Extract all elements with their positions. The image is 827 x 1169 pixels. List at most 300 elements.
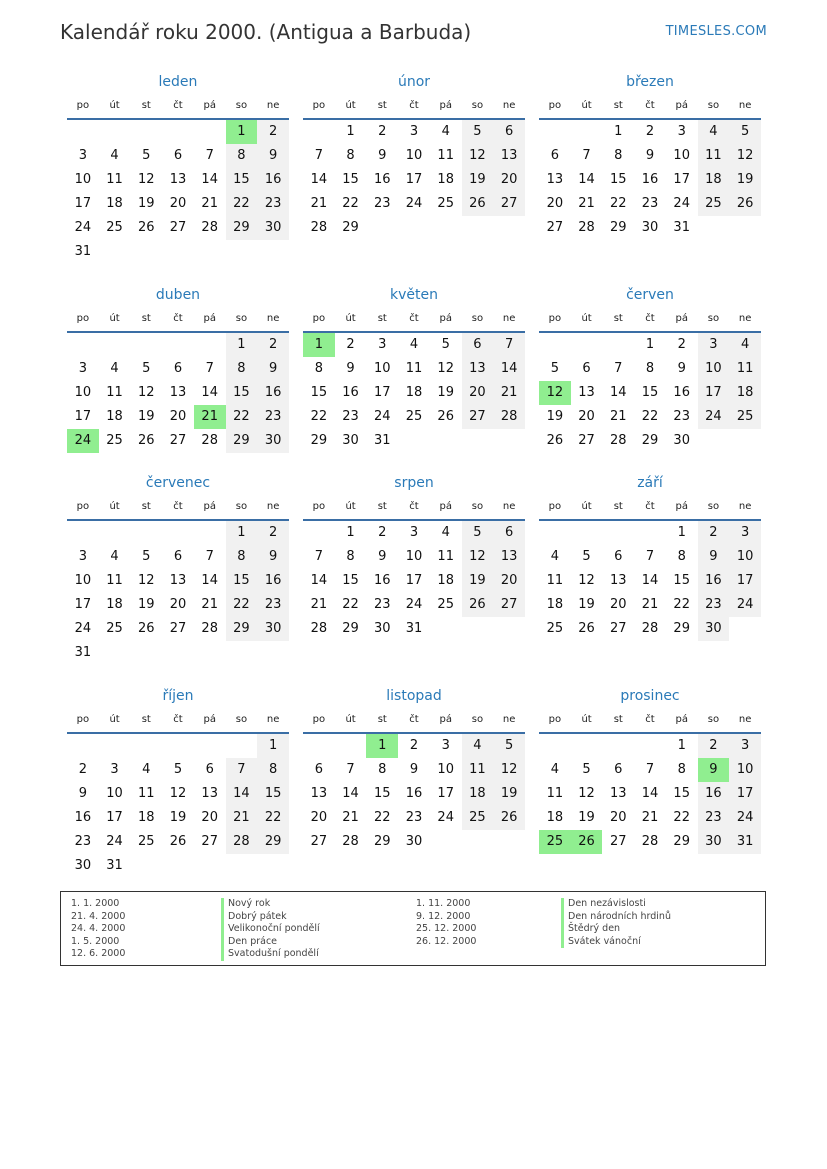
day-cell: 11 <box>546 573 564 588</box>
day-cell: 4 <box>441 124 450 139</box>
day-cell: 14 <box>493 357 525 381</box>
empty-cell <box>162 333 194 357</box>
day-cell: 23 <box>698 806 730 830</box>
day-cell: 24 <box>405 597 423 612</box>
day-cell: 23 <box>257 593 289 617</box>
month-name: duben <box>155 287 201 303</box>
day-cell: 1 <box>226 333 258 357</box>
day-cell: 27 <box>462 405 494 429</box>
day-cell: 27 <box>610 621 627 636</box>
day-cell: 14 <box>201 385 218 400</box>
day-cell: 15 <box>673 573 690 588</box>
weekday-label: po <box>76 501 90 512</box>
day-cell: 20 <box>610 597 627 612</box>
day-cell: 17 <box>405 573 423 588</box>
weekday-label: po <box>312 100 326 111</box>
day-cell: 29 <box>342 621 359 636</box>
legend-holiday-name: Štědrý den <box>561 923 671 936</box>
day-cell: 25 <box>546 621 564 636</box>
weekday-label: so <box>235 313 248 324</box>
weekday-header <box>303 94 525 120</box>
day-cell: 4 <box>110 549 119 564</box>
day-cell: 17 <box>698 381 730 405</box>
weekday-label: po <box>76 714 90 725</box>
day-cell: 19 <box>138 409 155 424</box>
day-cell: 10 <box>729 758 761 782</box>
day-cell: 30 <box>257 429 289 453</box>
day-cell: 19 <box>138 597 155 612</box>
weekday-header <box>303 708 525 734</box>
day-cell: 30 <box>342 433 359 448</box>
weekday-label: so <box>471 501 484 512</box>
day-cell: 28 <box>201 621 218 636</box>
day-cell: 15 <box>257 782 289 806</box>
day-cell: 14 <box>310 573 328 588</box>
weekday-label: so <box>471 714 484 725</box>
weekday-label: ne <box>738 100 752 111</box>
day-cell: 24 <box>374 409 391 424</box>
legend-dates-left <box>71 898 125 961</box>
day-cell: 4 <box>409 337 419 352</box>
weekday-label: ne <box>502 501 516 512</box>
day-cell: 30 <box>698 617 730 641</box>
month-květen <box>303 283 525 453</box>
weekday-label: čt <box>173 313 183 324</box>
day-cell: 18 <box>106 409 123 424</box>
day-cell: 30 <box>257 617 289 641</box>
day-cell: 17 <box>374 385 391 400</box>
weekday-label: so <box>707 501 720 512</box>
day-cell: 2 <box>378 525 387 540</box>
day-cell: 7 <box>614 361 623 376</box>
day-cell: 30 <box>257 216 289 240</box>
day-cell: 8 <box>677 762 686 777</box>
day-cell: 3 <box>78 148 87 163</box>
day-cell: 1 <box>346 124 355 139</box>
day-cell: 12 <box>729 144 761 168</box>
weekday-label: pá <box>203 714 216 725</box>
day-cell: 3 <box>78 549 87 564</box>
empty-cell <box>67 734 99 758</box>
weekday-label: út <box>109 714 120 725</box>
day-cell: 11 <box>729 357 761 381</box>
day-cell: 22 <box>673 810 690 825</box>
month-červenec <box>67 471 289 665</box>
empty-cell <box>303 120 335 144</box>
day-cell: 20 <box>493 569 525 593</box>
day-cell: 3 <box>378 337 387 352</box>
day-cell: 6 <box>582 361 591 376</box>
day-cell: 14 <box>342 786 359 801</box>
day-cell: 14 <box>310 172 328 187</box>
weekday-header <box>539 495 761 521</box>
day-cell: 30 <box>673 433 690 448</box>
day-cell: 29 <box>342 220 359 235</box>
day-cell: 27 <box>310 834 328 849</box>
day-cell: 7 <box>314 549 323 564</box>
day-cell: 27 <box>493 192 525 216</box>
day-cell: 31 <box>74 645 92 660</box>
holiday-day: 12 <box>539 381 571 405</box>
day-cell: 15 <box>226 168 258 192</box>
legend-holiday-name: Dobrý pátek <box>221 911 320 924</box>
weekday-label: po <box>312 313 326 324</box>
day-cell: 29 <box>226 216 258 240</box>
legend-holiday-name: Svatodušní pondělí <box>221 948 320 961</box>
day-cell: 10 <box>698 357 730 381</box>
day-cell: 27 <box>201 834 218 849</box>
legend-date: 9. 12. 2000 <box>416 910 471 922</box>
day-cell: 13 <box>493 144 525 168</box>
weekday-label: ne <box>266 313 280 324</box>
day-cell: 14 <box>641 786 659 801</box>
day-cell: 2 <box>257 120 289 144</box>
holiday-legend <box>60 891 766 966</box>
month-name: listopad <box>386 688 442 704</box>
day-cell: 27 <box>169 220 187 235</box>
day-cell: 29 <box>374 834 391 849</box>
weekday-label: pá <box>439 100 452 111</box>
holiday-day: 1 <box>226 120 258 144</box>
day-cell: 7 <box>346 762 355 777</box>
day-cell: 16 <box>257 381 289 405</box>
day-cell: 22 <box>226 192 258 216</box>
day-cell: 14 <box>226 782 258 806</box>
legend-date: 1. 1. 2000 <box>71 898 120 909</box>
holiday-day: 26 <box>571 830 603 854</box>
day-cell: 21 <box>310 196 328 211</box>
day-cell: 15 <box>226 381 258 405</box>
day-cell: 28 <box>641 834 659 849</box>
day-cell: 21 <box>641 597 659 612</box>
day-cell: 5 <box>493 734 525 758</box>
day-cell: 6 <box>173 549 183 564</box>
day-cell: 18 <box>546 597 564 612</box>
legend-dates-right <box>416 898 476 948</box>
weekday-label: čt <box>173 100 183 111</box>
empty-cell <box>194 333 226 357</box>
day-cell: 16 <box>641 172 659 187</box>
day-cell: 21 <box>342 810 359 825</box>
day-cell: 13 <box>201 786 218 801</box>
day-cell: 9 <box>257 144 289 168</box>
day-cell: 12 <box>578 786 595 801</box>
day-cell: 15 <box>673 786 690 801</box>
day-cell: 14 <box>578 172 595 187</box>
day-cell: 11 <box>106 385 123 400</box>
weekday-label: so <box>471 100 484 111</box>
day-cell: 6 <box>462 333 494 357</box>
day-grid <box>303 120 525 240</box>
day-cell: 24 <box>74 220 92 235</box>
empty-cell <box>602 333 634 357</box>
day-cell: 24 <box>437 810 454 825</box>
empty-cell <box>303 521 335 545</box>
day-cell: 4 <box>729 333 761 357</box>
day-cell: 25 <box>405 409 423 424</box>
weekday-label: so <box>235 501 248 512</box>
day-cell: 16 <box>74 810 92 825</box>
day-cell: 26 <box>578 621 595 636</box>
weekday-label: ne <box>266 501 280 512</box>
day-cell: 19 <box>462 168 494 192</box>
day-cell: 5 <box>729 120 761 144</box>
day-cell: 20 <box>169 196 187 211</box>
day-cell: 3 <box>78 361 87 376</box>
weekday-header <box>67 495 289 521</box>
day-cell: 25 <box>138 834 155 849</box>
day-cell: 22 <box>374 810 391 825</box>
day-cell: 25 <box>462 806 494 830</box>
weekday-label: st <box>613 100 623 111</box>
day-grid <box>303 734 525 854</box>
day-cell: 19 <box>437 385 454 400</box>
day-cell: 26 <box>493 806 525 830</box>
day-cell: 21 <box>493 381 525 405</box>
day-cell: 19 <box>729 168 761 192</box>
day-cell: 7 <box>205 361 214 376</box>
legend-holiday-name: Den nezávislosti <box>561 898 671 911</box>
day-cell: 2 <box>378 124 387 139</box>
day-cell: 1 <box>614 124 623 139</box>
day-cell: 20 <box>578 409 595 424</box>
day-cell: 9 <box>698 545 730 569</box>
day-cell: 3 <box>729 521 761 545</box>
day-grid <box>303 333 525 453</box>
month-duben <box>67 283 289 453</box>
day-cell: 2 <box>78 762 87 777</box>
day-cell: 11 <box>405 361 423 376</box>
day-cell: 5 <box>441 337 450 352</box>
day-cell: 16 <box>698 782 730 806</box>
legend-date: 1. 11. 2000 <box>416 898 471 909</box>
day-cell: 18 <box>437 172 454 187</box>
legend-holiday-name: Svátek vánoční <box>561 936 671 949</box>
day-cell: 26 <box>729 192 761 216</box>
empty-cell <box>571 120 603 144</box>
day-cell: 3 <box>677 124 686 139</box>
brand-link[interactable]: TIMESLES.COM <box>665 24 767 39</box>
month-srpen <box>303 471 525 641</box>
weekday-header <box>303 307 525 333</box>
day-cell: 9 <box>378 148 387 163</box>
weekday-label: ne <box>266 100 280 111</box>
day-cell: 12 <box>493 758 525 782</box>
day-cell: 19 <box>138 196 155 211</box>
day-cell: 30 <box>698 830 730 854</box>
day-cell: 30 <box>74 858 92 873</box>
day-cell: 30 <box>374 621 391 636</box>
day-cell: 21 <box>226 806 258 830</box>
weekday-label: st <box>613 501 623 512</box>
day-cell: 8 <box>226 545 258 569</box>
day-cell: 17 <box>405 172 423 187</box>
day-cell: 5 <box>173 762 183 777</box>
day-cell: 20 <box>610 810 627 825</box>
day-cell: 20 <box>493 168 525 192</box>
empty-cell <box>162 734 194 758</box>
day-cell: 10 <box>405 148 423 163</box>
day-cell: 18 <box>106 196 123 211</box>
day-cell: 28 <box>310 220 328 235</box>
day-cell: 2 <box>677 337 686 352</box>
day-cell: 8 <box>226 144 258 168</box>
weekday-label: pá <box>675 100 688 111</box>
month-name: květen <box>390 287 438 303</box>
day-cell: 26 <box>462 593 494 617</box>
day-cell: 9 <box>409 762 419 777</box>
day-cell: 12 <box>169 786 187 801</box>
weekday-label: út <box>345 501 356 512</box>
day-cell: 28 <box>310 621 328 636</box>
weekday-label: so <box>235 714 248 725</box>
day-cell: 5 <box>462 120 494 144</box>
day-cell: 2 <box>257 521 289 545</box>
day-cell: 11 <box>462 758 494 782</box>
day-cell: 16 <box>257 168 289 192</box>
day-cell: 9 <box>677 361 686 376</box>
month-září <box>539 471 761 641</box>
weekday-label: po <box>548 100 562 111</box>
day-cell: 28 <box>201 220 218 235</box>
day-cell: 23 <box>342 409 359 424</box>
day-cell: 14 <box>201 573 218 588</box>
day-grid <box>303 521 525 641</box>
weekday-label: čt <box>409 714 419 725</box>
day-cell: 24 <box>106 834 123 849</box>
day-cell: 2 <box>698 734 730 758</box>
weekday-label: st <box>377 100 387 111</box>
empty-cell <box>571 734 603 758</box>
day-cell: 29 <box>226 617 258 641</box>
month-leden <box>67 70 289 264</box>
day-cell: 8 <box>346 549 355 564</box>
day-cell: 18 <box>138 810 155 825</box>
day-cell: 1 <box>226 521 258 545</box>
day-cell: 23 <box>374 196 391 211</box>
empty-cell <box>194 521 226 545</box>
weekday-header <box>67 307 289 333</box>
day-cell: 3 <box>698 333 730 357</box>
weekday-label: so <box>707 100 720 111</box>
day-cell: 7 <box>205 148 214 163</box>
day-cell: 25 <box>106 621 123 636</box>
day-cell: 28 <box>578 220 595 235</box>
day-cell: 3 <box>409 525 419 540</box>
day-cell: 4 <box>550 549 559 564</box>
day-cell: 25 <box>106 220 123 235</box>
day-cell: 13 <box>578 385 595 400</box>
day-cell: 14 <box>641 573 659 588</box>
day-cell: 24 <box>405 196 423 211</box>
day-cell: 10 <box>405 549 423 564</box>
day-cell: 7 <box>205 549 214 564</box>
day-cell: 16 <box>257 569 289 593</box>
holiday-day: 21 <box>194 405 226 429</box>
weekday-label: st <box>377 313 387 324</box>
day-grid <box>539 734 761 854</box>
day-cell: 7 <box>645 549 655 564</box>
empty-cell <box>130 333 162 357</box>
empty-cell <box>602 521 634 545</box>
holiday-day: 24 <box>67 429 99 453</box>
day-cell: 30 <box>641 220 659 235</box>
day-cell: 8 <box>645 361 655 376</box>
weekday-label: pá <box>203 313 216 324</box>
weekday-label: po <box>76 100 90 111</box>
day-cell: 17 <box>106 810 123 825</box>
empty-cell <box>335 734 367 758</box>
day-cell: 25 <box>698 192 730 216</box>
empty-cell <box>130 120 162 144</box>
day-cell: 10 <box>437 762 454 777</box>
month-name: prosinec <box>620 688 680 704</box>
day-cell: 31 <box>74 244 92 259</box>
day-cell: 15 <box>610 172 627 187</box>
day-cell: 28 <box>610 433 627 448</box>
empty-cell <box>67 521 99 545</box>
day-cell: 22 <box>610 196 627 211</box>
weekday-label: st <box>613 714 623 725</box>
day-cell: 31 <box>673 220 690 235</box>
day-cell: 4 <box>462 734 494 758</box>
day-cell: 23 <box>698 593 730 617</box>
day-cell: 6 <box>614 549 623 564</box>
day-cell: 11 <box>106 573 123 588</box>
day-cell: 1 <box>645 337 655 352</box>
day-cell: 26 <box>138 621 155 636</box>
day-cell: 4 <box>142 762 151 777</box>
day-cell: 14 <box>201 172 218 187</box>
day-cell: 6 <box>493 521 525 545</box>
weekday-label: ne <box>502 714 516 725</box>
day-cell: 6 <box>314 762 323 777</box>
day-cell: 13 <box>610 786 627 801</box>
month-name: říjen <box>162 688 194 704</box>
day-cell: 19 <box>493 782 525 806</box>
day-cell: 16 <box>698 569 730 593</box>
day-cell: 21 <box>201 597 218 612</box>
empty-cell <box>539 333 571 357</box>
legend-names-right <box>561 898 671 948</box>
day-cell: 25 <box>437 597 454 612</box>
day-cell: 23 <box>257 405 289 429</box>
day-cell: 11 <box>698 144 730 168</box>
day-cell: 7 <box>493 333 525 357</box>
day-cell: 13 <box>546 172 564 187</box>
day-cell: 10 <box>729 545 761 569</box>
day-cell: 25 <box>437 196 454 211</box>
day-cell: 5 <box>142 549 151 564</box>
legend-date: 21. 4. 2000 <box>71 910 126 922</box>
day-cell: 23 <box>673 409 690 424</box>
day-grid <box>539 333 761 453</box>
weekday-label: út <box>581 714 592 725</box>
day-grid <box>539 521 761 641</box>
day-cell: 17 <box>74 196 92 211</box>
day-cell: 22 <box>310 409 328 424</box>
day-cell: 18 <box>462 782 494 806</box>
day-grid <box>67 333 289 453</box>
day-cell: 12 <box>437 361 454 376</box>
day-cell: 28 <box>226 830 258 854</box>
day-cell: 6 <box>550 148 559 163</box>
day-cell: 16 <box>374 573 391 588</box>
empty-cell <box>130 521 162 545</box>
day-cell: 6 <box>173 148 183 163</box>
day-cell: 24 <box>74 621 92 636</box>
month-name: leden <box>158 74 198 90</box>
